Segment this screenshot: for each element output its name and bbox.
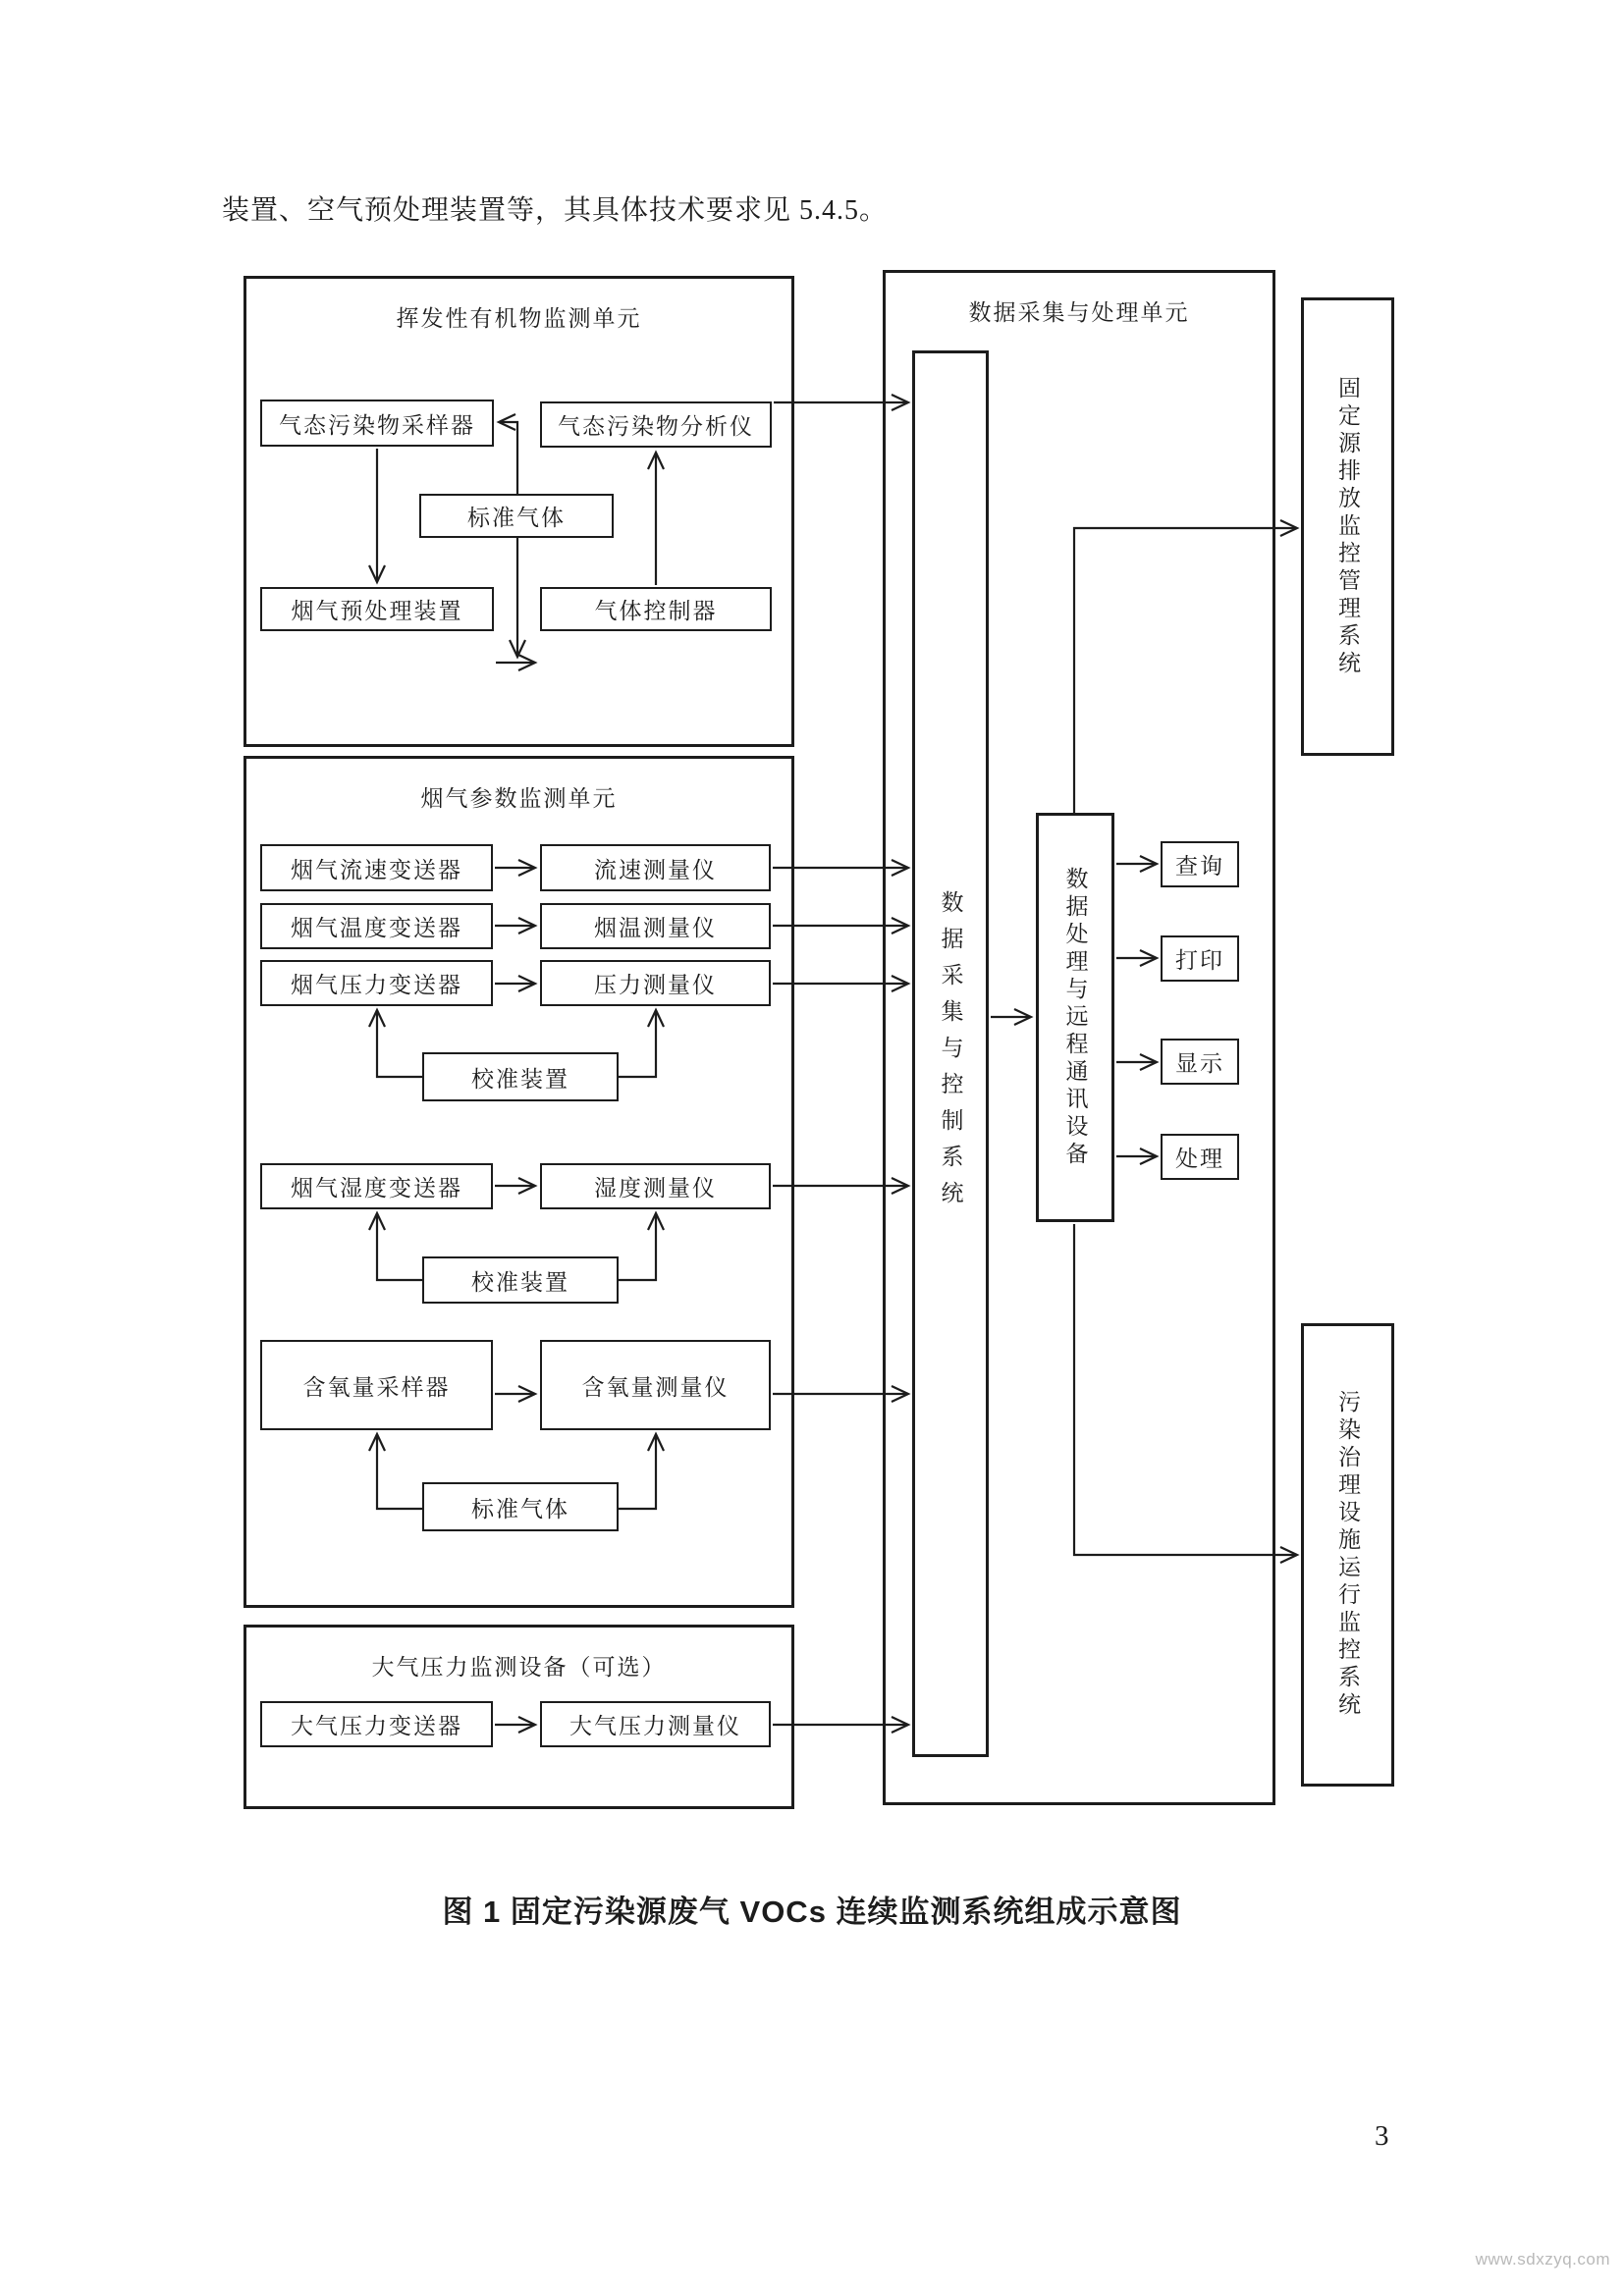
standard-gas-box-2: 标准气体	[422, 1482, 619, 1531]
temp-transmitter-box: 烟气温度变送器	[260, 903, 493, 949]
gas-controller-box: 气体控制器	[540, 587, 772, 631]
pressure-meter-box: 压力测量仪	[540, 960, 771, 1006]
data-acq-control-system-box: 数据采集与控制系统	[912, 350, 989, 1757]
gaseous-pollutant-analyzer-box: 气态污染物分析仪	[540, 401, 772, 448]
oxygen-meter-box: 含氧量测量仪	[540, 1340, 771, 1430]
gaseous-pollutant-sampler-box: 气态污染物采样器	[260, 400, 494, 447]
atm-unit-title: 大气压力监测设备（可选）	[371, 1655, 667, 1680]
voc-unit-title: 挥发性有机物监测单元	[396, 306, 642, 331]
flow-transmitter-box: 烟气流速变送器	[260, 844, 493, 891]
page-number: 3	[1375, 2120, 1389, 2152]
query-box: 查询	[1161, 841, 1239, 887]
flue-gas-pretreatment-box: 烟气预处理装置	[260, 587, 494, 631]
atm-pressure-meter-box: 大气压力测量仪	[540, 1701, 771, 1747]
humidity-meter-box: 湿度测量仪	[540, 1163, 771, 1209]
pollution-control-monitoring-system-box: 污染治理设施运行监控系统	[1301, 1323, 1394, 1787]
body-text: 装置、空气预处理装置等，其具体技术要求见 5.4.5。	[222, 195, 889, 226]
process-box: 处理	[1161, 1134, 1239, 1180]
pressure-transmitter-box: 烟气压力变送器	[260, 960, 493, 1006]
flow-meter-box: 流速测量仪	[540, 844, 771, 891]
calibration-device-box-1: 校准装置	[422, 1052, 619, 1101]
data-processing-remote-comm-box: 数据处理与远程通讯设备	[1036, 813, 1114, 1222]
standard-gas-box-1: 标准气体	[419, 494, 614, 538]
oxygen-sampler-box: 含氧量采样器	[260, 1340, 493, 1430]
data-unit-title: 数据采集与处理单元	[968, 300, 1190, 325]
flue-unit-title: 烟气参数监测单元	[420, 786, 618, 811]
temp-meter-box: 烟温测量仪	[540, 903, 771, 949]
print-box: 打印	[1161, 935, 1239, 982]
figure-caption: 图 1 固定污染源废气 VOCs 连续监测系统组成示意图	[442, 1895, 1182, 1929]
emission-monitoring-mgmt-system-box: 固定源排放监控管理系统	[1301, 297, 1394, 756]
atm-pressure-transmitter-box: 大气压力变送器	[260, 1701, 493, 1747]
humidity-transmitter-box: 烟气湿度变送器	[260, 1163, 493, 1209]
calibration-device-box-2: 校准装置	[422, 1256, 619, 1304]
watermark: www.sdxzyq.com	[1475, 2250, 1610, 2269]
display-box: 显示	[1161, 1039, 1239, 1085]
